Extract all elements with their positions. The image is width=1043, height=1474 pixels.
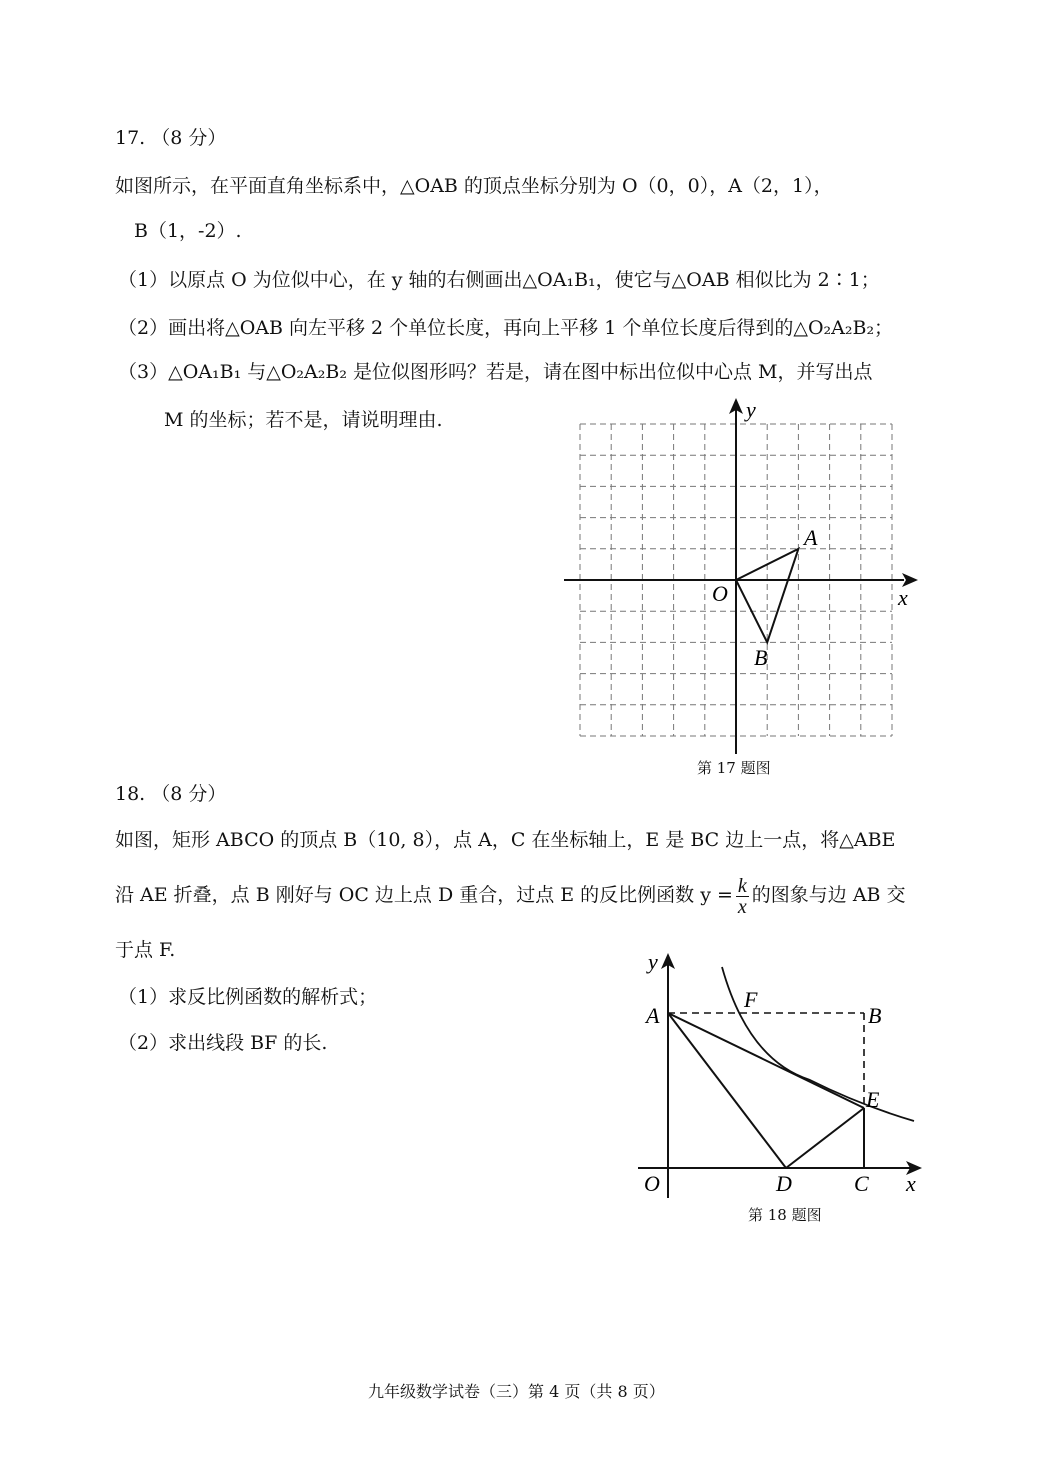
page-footer: 九年级数学试卷（三）第 4 页（共 8 页） xyxy=(368,1382,665,1401)
q18-label-e: E xyxy=(866,1087,880,1112)
q18-label-x: x xyxy=(906,1171,916,1196)
q18-label-c: C xyxy=(854,1171,869,1196)
q17-label-o: O xyxy=(712,581,728,606)
q17-part-2: （2）画出将△OAB 向左平移 2 个单位长度，再向上平移 1 个单位长度后得到的△O₂A₂B₂； xyxy=(118,317,894,339)
q18-intro-line-2 xyxy=(115,872,906,918)
q18-segment-ae xyxy=(668,1013,864,1108)
q18-part-2: （2）求出线段 BF 的长. xyxy=(118,1032,328,1054)
q18-segment-ad xyxy=(668,1013,786,1168)
q18-label-f: F xyxy=(744,987,758,1012)
q17-caption: 第 17 题图 xyxy=(697,759,771,777)
q18-fraction-numerator: k xyxy=(737,874,747,897)
q18-intro-line-3: 于点 F. xyxy=(115,939,176,961)
q18-heading: 18. （8 分） xyxy=(115,783,227,805)
q17-label-y: y xyxy=(746,397,756,422)
q17-figure xyxy=(550,395,930,785)
q17-part-1: （1）以原点 O 为位似中心，在 y 轴的右侧画出△OA₁B₁，使它与△OAB 相似比为 2∶1； xyxy=(118,269,880,291)
q17-intro-line-2: B（1，-2）. xyxy=(134,220,242,242)
q17-part-3-line-2: M 的坐标；若不是，请说明理由. xyxy=(164,409,443,431)
q18-caption: 第 18 题图 xyxy=(748,1206,822,1224)
q17-heading: 17. （8 分） xyxy=(115,127,227,149)
q18-segment-de xyxy=(786,1108,864,1168)
q18-intro-line-2-a: 沿 AE 折叠，点 B 刚好与 OC 边上点 D 重合，过点 E 的反比例函数 y = xyxy=(115,884,733,906)
q18-label-d: D xyxy=(776,1171,792,1196)
q18-intro-line-1: 如图，矩形 ABCO 的顶点 B（10, 8），点 A，C 在坐标轴上，E 是 BC 边上一点，将△ABE xyxy=(115,829,896,851)
q18-fraction-k-over-x xyxy=(736,876,749,917)
q18-label-y: y xyxy=(648,949,658,974)
q18-intro-line-2-b: 的图象与边 AB 交 xyxy=(751,884,906,906)
q18-label-o: O xyxy=(644,1171,660,1196)
q17-label-a: A xyxy=(804,525,818,550)
q17-label-x: x xyxy=(898,585,908,610)
q17-part-3-line-1: （3）△OA₁B₁ 与△O₂A₂B₂ 是位似图形吗？若是，请在图中标出位似中心点 M，并写出点 xyxy=(118,361,873,383)
q18-label-b: B xyxy=(868,1003,882,1028)
q17-axes xyxy=(564,398,918,754)
q18-label-a: A xyxy=(646,1003,660,1028)
q17-intro-line-1: 如图所示，在平面直角坐标系中，△OAB 的顶点坐标分别为 O（0，0），A（2，1）， xyxy=(115,175,833,197)
q18-fraction-denominator: x xyxy=(737,895,747,918)
q18-part-1: （1）求反比例函数的解析式； xyxy=(118,986,378,1008)
q17-label-b: B xyxy=(754,645,768,670)
q18-figure xyxy=(630,945,930,1205)
